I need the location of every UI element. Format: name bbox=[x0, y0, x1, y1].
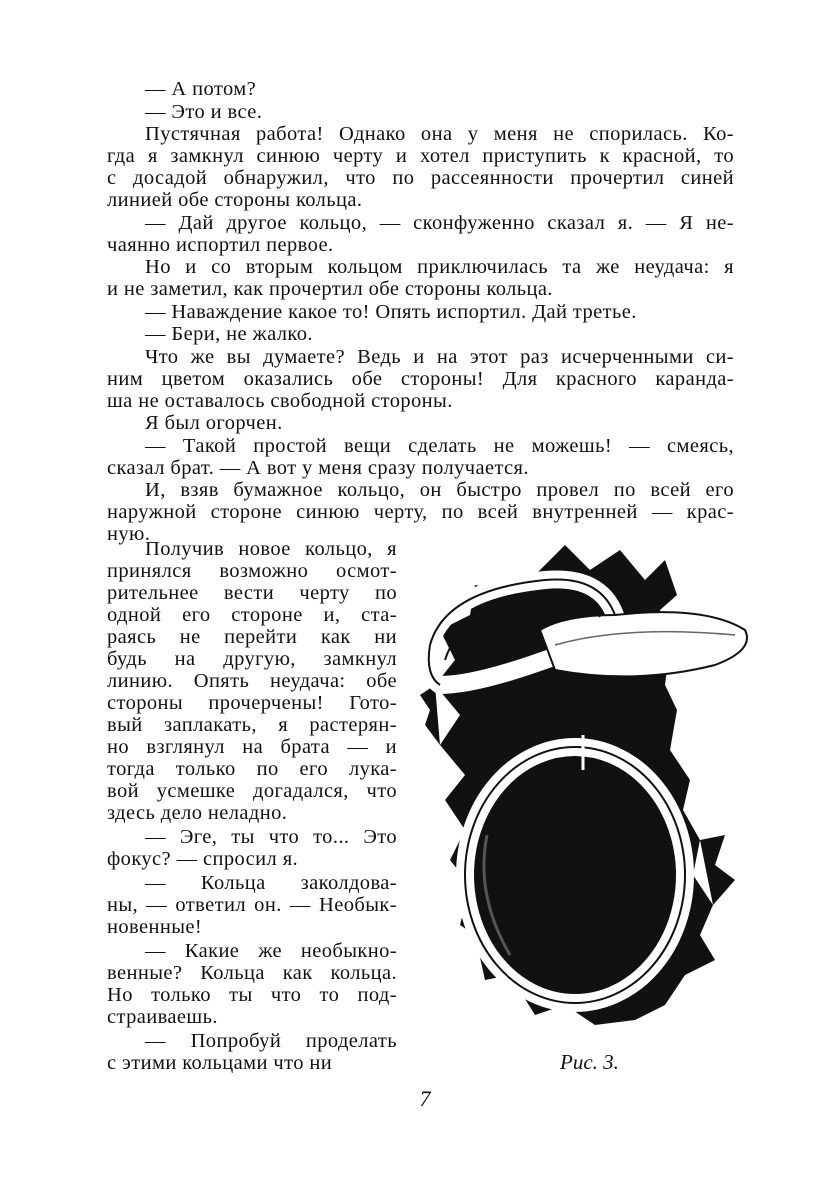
text-line: гда я замкнул синюю черту и хотел приступить к красной, то bbox=[107, 145, 734, 167]
text-line: страиваешь. bbox=[107, 1006, 218, 1028]
text-line: будь на другую, замкнул bbox=[107, 648, 397, 670]
text-line: вой усмешке догадался, что bbox=[107, 780, 397, 802]
figure-caption: Рис. 3. bbox=[560, 1050, 619, 1074]
text-line: линией обе стороны кольца. bbox=[107, 189, 363, 211]
text-line: — Наваждение какое то! Опять испортил. Дай третье. bbox=[145, 300, 637, 323]
text-line: сказал брат. — А вот у меня сразу получается. bbox=[107, 456, 529, 479]
text-line: Я был огорчен. bbox=[145, 412, 283, 434]
text-line: ную. bbox=[107, 523, 151, 545]
text-line: — Какие же необыкно- bbox=[145, 940, 397, 962]
text-line: стороны прочерчены! Гото- bbox=[107, 692, 397, 714]
page-number: 7 bbox=[419, 1086, 431, 1111]
text-line: здесь дело неладно. bbox=[107, 802, 288, 824]
text-line: рительнее вести черту по bbox=[107, 582, 397, 604]
text-line: ны, — ответил он. — Необык- bbox=[107, 894, 397, 916]
text-line: чаянно испортил первое. bbox=[107, 233, 334, 256]
text-line: наружной стороне синюю черту, по всей внутренней — крас- bbox=[107, 501, 734, 523]
text-line: Пустячная работа! Однако она у меня не спорилась. Ко- bbox=[145, 123, 734, 145]
text-line: тогда только по его лука- bbox=[107, 758, 397, 780]
text-line: — Эге, ты что то... Это bbox=[145, 826, 397, 848]
text-line: но взглянул на брата — и bbox=[107, 736, 397, 758]
text-line: — Такой простой вещи сделать не можешь! — смеясь, bbox=[145, 434, 734, 457]
text-line: и не заметил, как прочертил обе стороны кольца. bbox=[107, 278, 553, 300]
text-line: Но только ты что то под- bbox=[107, 984, 397, 1006]
text-line: вый заплакать, я растерян- bbox=[107, 714, 397, 736]
text-line: — Дай другое кольцо, — сконфуженно сказал я. — Я не- bbox=[145, 211, 734, 234]
text-line: Но и со вторым кольцом приключилась та же неудача: я bbox=[145, 256, 734, 278]
text-line: принялся возможно осмот- bbox=[107, 560, 397, 582]
text-line: И, взяв бумажное кольцо, он быстро провел по всей его bbox=[145, 479, 734, 501]
text-line: ним цветом оказались обе стороны! Для красного каранда- bbox=[107, 367, 734, 390]
text-line: линию. Опять неудача: обе bbox=[107, 670, 397, 692]
text-line: раясь не перейти как ни bbox=[107, 626, 397, 648]
text-line: ша не оставалось свободной стороны. bbox=[107, 389, 453, 412]
text-line: — Попробуй проделать bbox=[145, 1030, 397, 1052]
text-line: новенные! bbox=[107, 916, 203, 938]
text-line: Что же вы думаете? Ведь и на этот раз исчерченными си- bbox=[145, 345, 734, 368]
text-line: — Это и все. bbox=[145, 100, 263, 123]
text-line: одной его стороне и, ста- bbox=[107, 604, 397, 626]
text-line: с этими кольцами что ни bbox=[107, 1052, 333, 1074]
text-line: венные? Кольца как кольца. bbox=[107, 962, 397, 984]
text-line: с досадой обнаружил, что по рассеянности прочертил синей bbox=[107, 167, 734, 189]
text-line: — Кольца заколдова- bbox=[145, 872, 397, 894]
text-line: Получив новое кольцо, я bbox=[145, 538, 397, 560]
moebius-strip-illustration bbox=[415, 535, 760, 1045]
text-line: фокус? — спросил я. bbox=[107, 848, 299, 870]
text-line: — Бери, не жалко. bbox=[145, 323, 313, 345]
text-line: — А потом? bbox=[145, 78, 257, 100]
